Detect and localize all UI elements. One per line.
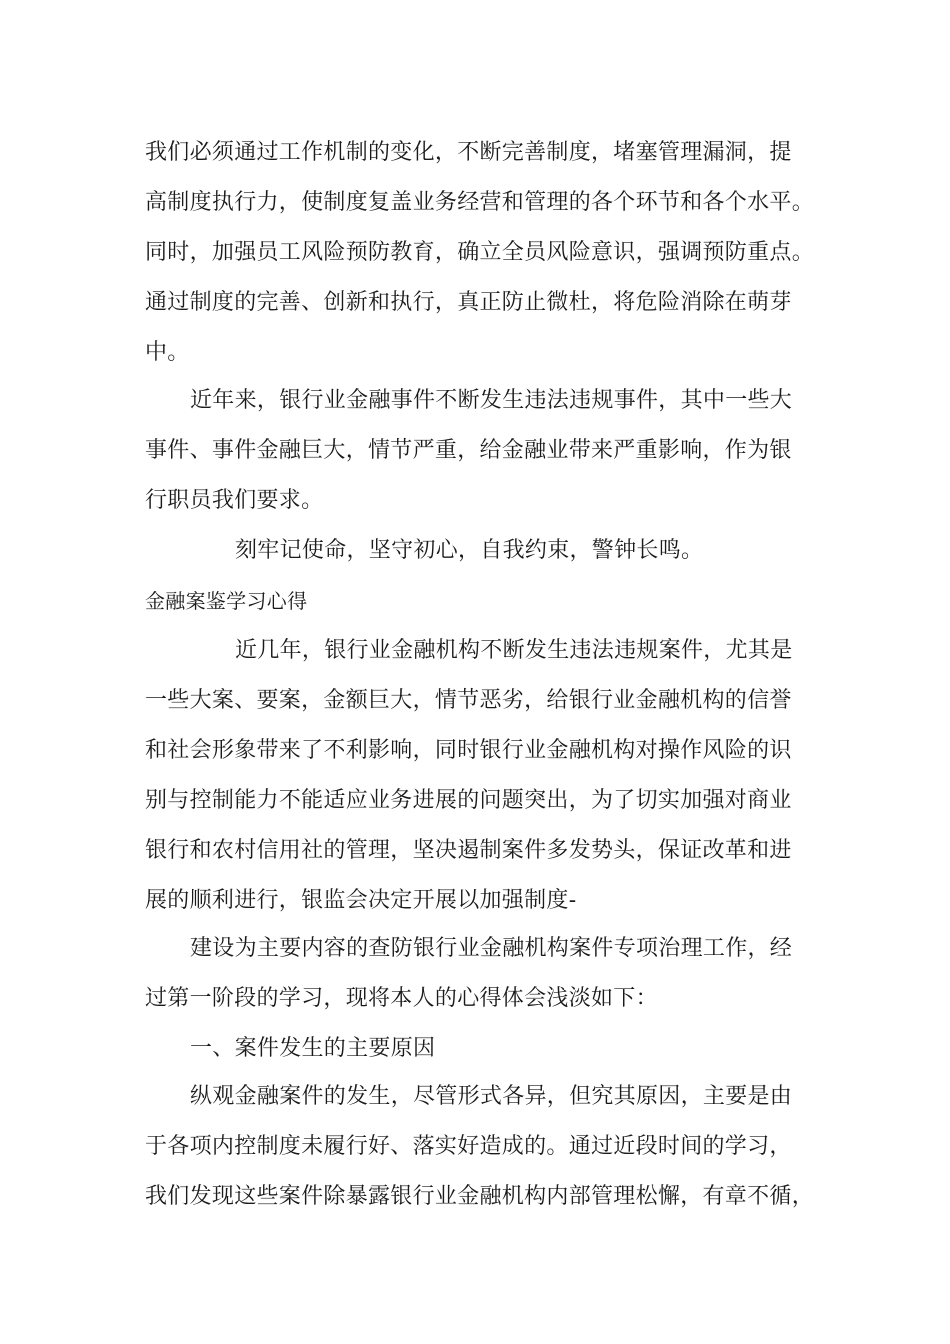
section-title: 金融案鉴学习心得	[145, 589, 308, 613]
text-line: 纵观金融案件的发生，尽管形式各异，但究其原因，主要是由	[190, 1084, 793, 1109]
text-line: 银行和农村信用社的管理，坚决遏制案件多发势头，保证改革和进	[145, 838, 792, 863]
text-line: 一些大案、要案，金额巨大，情节恶劣，给银行业金融机构的信誉	[145, 688, 792, 713]
text-line: 刻牢记使命，坚守初心，自我约束，警钟长鸣。	[235, 538, 704, 563]
text-line: 一、案件发生的主要原因	[190, 1036, 436, 1061]
text-line: 通过制度的完善、创新和执行，真正防止微杜，将危险消除在萌芽	[145, 290, 792, 315]
text-line: 行职员我们要求。	[145, 488, 324, 513]
text-line: 过第一阶段的学习，现将本人的心得体会浅淡如下：	[145, 986, 658, 1011]
text-line: 事件、事件金融巨大，情节严重，给金融业带来严重影响，作为银	[145, 438, 792, 463]
text-line: 于各项内控制度未履行好、落实好造成的。通过近段时间的学习，	[145, 1134, 792, 1159]
text-line: 中。	[145, 340, 190, 365]
text-line: 和社会形象带来了不利影响，同时银行业金融机构对操作风险的识	[145, 738, 792, 763]
text-line: 近几年，银行业金融机构不断发生违法违规案件，尤其是	[235, 638, 793, 663]
text-line: 我们发现这些案件除暴露银行业金融机构内部管理松懈，有章不循，	[145, 1184, 815, 1209]
text-line: 同时，加强员工风险预防教育，确立全员风险意识，强调预防重点。	[145, 240, 815, 265]
text-line: 别与控制能力不能适应业务进展的问题突出，为了切实加强对商业	[145, 788, 792, 813]
text-line: 展的顺利进行，银监会决定开展以加强制度-	[145, 888, 577, 913]
text-line: 近年来，银行业金融事件不断发生违法违规事件，其中一些大	[190, 388, 793, 413]
text-line: 建设为主要内容的查防银行业金融机构案件专项治理工作，经	[190, 936, 793, 961]
text-line: 高制度执行力，使制度复盖业务经营和管理的各个环节和各个水平。	[145, 190, 815, 215]
text-line: 我们必须通过工作机制的变化，不断完善制度，堵塞管理漏洞，提	[145, 140, 792, 165]
